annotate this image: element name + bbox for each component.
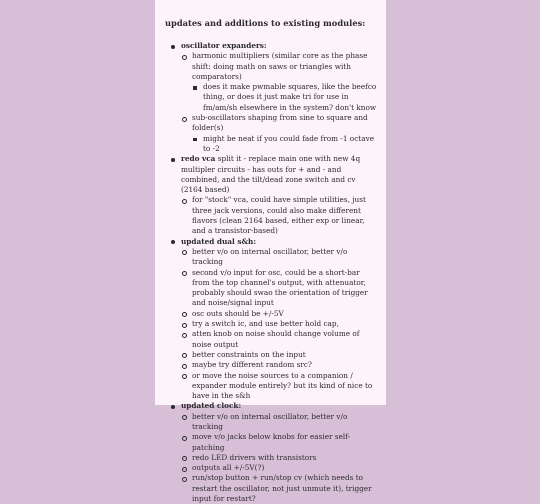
list-item xyxy=(181,113,378,154)
item-text: atten knob on noise should change volume of noise output xyxy=(192,329,360,349)
item-text: better v/o on internal oscillator, better v/o tracking xyxy=(192,411,348,431)
list-item xyxy=(165,401,378,504)
sub-list xyxy=(181,51,378,154)
list-item xyxy=(192,82,378,113)
item-text: try a switch ic, and use better hold cap, xyxy=(192,319,339,329)
item-text: move v/o jacks below knobs for easier self-patching xyxy=(192,432,351,452)
list-item xyxy=(181,453,378,463)
list-item xyxy=(165,237,378,402)
item-text: split it - replace main one with new 4q multipler circuits - has outs for + and - and combined, and the tilt/dead zone switch and cv (2164 based) xyxy=(181,154,361,195)
item-text: better v/o on internal oscillator, better v/o tracking xyxy=(192,246,348,267)
item-text: osc outs should be +/-5V xyxy=(192,308,284,318)
list-item xyxy=(181,432,378,453)
document-page xyxy=(155,0,386,504)
list-item xyxy=(181,309,378,319)
item-text: second v/o input for osc, could be a short-bar from the top channel's output, with attenuator, probably should swao the orientation of trigger and noise/signal input xyxy=(192,267,368,308)
item-text: does it make pwmable squares, like the beefco thing, or does it just make tri for use in fm/am/sh elsewhere in the system? don't know xyxy=(203,82,377,112)
sub-sub-list xyxy=(192,134,378,155)
list-item xyxy=(181,473,378,504)
list-item xyxy=(181,412,378,433)
list-item xyxy=(181,195,378,236)
list-item xyxy=(181,319,378,329)
list-item xyxy=(165,41,378,154)
sub-list xyxy=(181,195,378,236)
sub-list xyxy=(181,412,378,504)
item-text: harmonic multipliers (similar core as the phase shift: doing math on saws or triangles with comparators) xyxy=(192,51,368,81)
list-item xyxy=(181,329,378,350)
list-item xyxy=(181,463,378,473)
list-item xyxy=(181,371,378,402)
item-text: outputs all +/-5V(?) xyxy=(192,463,265,473)
section-heading: redo vca xyxy=(181,154,216,164)
list-item xyxy=(181,247,378,268)
page-title: updates and additions to existing modules: xyxy=(165,18,366,28)
section-heading: oscillator expanders: xyxy=(181,41,267,50)
item-text: maybe try different random src? xyxy=(192,360,312,370)
item-text: sub-oscillators shaping from sine to square and folder(s) xyxy=(192,113,368,133)
section-heading: updated dual s&h: xyxy=(181,236,257,246)
item-text: for "stock" vca, could have simple utilities, just three jack versions, could also make different flavors (clean 2164 based, either exp or linear, and a transistor-based) xyxy=(192,195,366,236)
list-item xyxy=(165,154,378,236)
modules-list xyxy=(165,41,378,504)
item-text: or move the noise sources to a companion / expander module entirely? but its kind of nice to have in the s&h xyxy=(192,370,373,401)
sub-sub-list xyxy=(192,82,378,113)
section-heading: updated clock: xyxy=(181,401,242,411)
item-text: run/stop button + run/stop cv (which needs to restart the oscillator, not just unmute it), trigger input for restart? xyxy=(192,473,372,504)
list-item xyxy=(181,268,378,309)
item-text: redo LED drivers with transistors xyxy=(192,452,317,462)
list-item xyxy=(192,134,378,155)
list-item xyxy=(181,51,378,113)
item-text: better constraints on the input xyxy=(192,349,306,359)
item-text: might be neat if you could fade from -1 octave to -2 xyxy=(203,133,375,153)
list-item xyxy=(181,360,378,370)
list-item xyxy=(181,350,378,360)
sub-list xyxy=(181,247,378,401)
